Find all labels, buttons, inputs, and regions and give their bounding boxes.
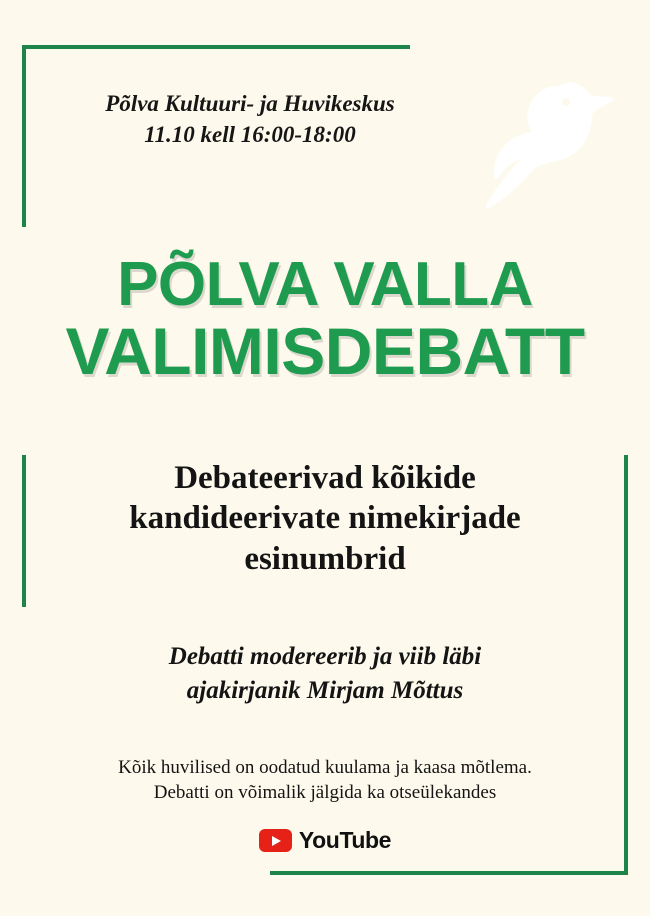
moderator-line-2: ajakirjanik Mirjam Mõttus	[186, 676, 464, 704]
note-block	[20, 755, 630, 805]
subtitle-line-3: esinumbrid	[244, 540, 406, 577]
youtube-play-icon	[259, 829, 292, 852]
note-line-1: Kõik huvilised on oodatud kuulama ja kaasa mõtlema.	[118, 757, 532, 778]
moderator-block	[60, 640, 590, 708]
youtube-logo	[0, 827, 650, 854]
subtitle-line-2: kandideerivate nimekirjade	[129, 500, 521, 537]
subtitle-block	[40, 458, 610, 579]
frame-line-right	[624, 455, 628, 875]
title-line-1: PÕLVA VALLA	[117, 250, 533, 319]
venue-block	[40, 88, 460, 150]
youtube-label: YouTube	[298, 827, 392, 853]
moderator-line-1: Debatti modereerib ja viib läbi	[168, 643, 482, 670]
frame-line-bottom	[270, 871, 628, 875]
venue-name: Põlva Kultuuri- ja Huvikeskus	[105, 91, 395, 116]
title-line-2: VALIMISDEBATT	[65, 314, 585, 389]
frame-line-left-upper	[22, 45, 26, 227]
page-title	[0, 250, 650, 389]
frame-line-left-lower	[22, 455, 26, 607]
frame-line-top	[22, 45, 410, 49]
subtitle-line-1: Debateerivad kõikide	[174, 460, 476, 496]
note-line-2: Debatti on võimalik jälgida ka otseülekandes	[153, 782, 497, 804]
bird-icon	[462, 62, 622, 222]
venue-datetime: 11.10 kell 16:00-18:00	[144, 122, 356, 148]
